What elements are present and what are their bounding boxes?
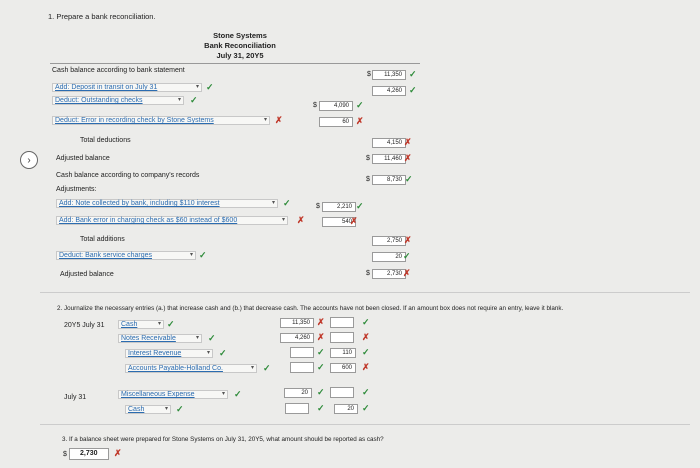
bank-deduct2-label: Deduct: Error in recording check by Stone Systems (55, 117, 214, 124)
check-icon: ✓ (403, 251, 411, 261)
company-deduct-label: Deduct: Bank service charges (59, 252, 152, 259)
company-balance-label: Cash balance according to company's records (56, 172, 200, 179)
x-icon: ✗ (356, 116, 364, 126)
header-divider (50, 63, 420, 64)
x-icon: ✗ (350, 216, 358, 226)
check-icon: ✓ (206, 82, 214, 92)
dollar-sign: $ (313, 102, 317, 109)
x-icon: ✗ (362, 362, 370, 372)
check-icon: ✓ (362, 317, 370, 327)
check-icon: ✓ (317, 347, 325, 357)
check-icon: ✓ (263, 363, 271, 373)
company-balance-input[interactable]: 8,730 (372, 175, 406, 185)
dollar-sign: $ (316, 203, 320, 210)
dollar-sign: $ (366, 176, 370, 183)
section-divider (40, 424, 690, 425)
chevron-down-icon: ▾ (250, 365, 254, 371)
company-deduct-input[interactable]: 20 (372, 252, 406, 262)
check-icon: ✓ (362, 387, 370, 397)
x-icon: ✗ (317, 332, 325, 342)
total-additions-label: Total additions (80, 236, 125, 243)
check-icon: ✓ (208, 333, 216, 343)
cash-reported-input[interactable]: 2,730 (69, 448, 109, 460)
bank-add-select[interactable] (52, 83, 202, 92)
entry1-debit-3[interactable] (290, 347, 314, 358)
account-label: Cash (121, 321, 138, 328)
x-icon: ✗ (317, 317, 325, 327)
x-icon: ✗ (114, 448, 122, 458)
account-label: Miscellaneous Expense (121, 391, 195, 398)
entry2-debit-1[interactable]: 20 (284, 388, 312, 398)
chevron-down-icon: ▾ (195, 84, 199, 90)
company-name: Stone Systems (213, 31, 267, 40)
entry2-debit-2[interactable] (285, 403, 309, 414)
company-deduct-select[interactable] (56, 251, 196, 260)
check-icon: ✓ (190, 95, 198, 105)
account-label: Cash (128, 406, 145, 413)
check-icon: ✓ (283, 198, 291, 208)
company-add1-label: Add: Note collected by bank, including $110 interest (59, 200, 220, 207)
report-name: Bank Reconciliation (204, 41, 276, 50)
chevron-down-icon: ▾ (263, 117, 267, 123)
x-icon: ✗ (404, 235, 412, 245)
x-icon: ✗ (404, 137, 412, 147)
x-icon: ✗ (297, 215, 305, 225)
bank-adjusted-label: Adjusted balance (56, 155, 110, 162)
chevron-down-icon: ▾ (177, 97, 181, 103)
account-label: Interest Revenue (128, 350, 182, 357)
chevron-down-icon: ▾ (189, 252, 193, 258)
company-add2-select[interactable] (56, 216, 288, 225)
section-divider (40, 292, 690, 293)
entry2-account-1[interactable] (118, 390, 228, 399)
entry1-credit-2[interactable] (330, 332, 354, 343)
check-icon: ✓ (409, 85, 417, 95)
entry1-debit-4[interactable] (290, 362, 314, 373)
check-icon: ✓ (317, 362, 325, 372)
adjustments-label: Adjustments: (56, 186, 97, 193)
entry1-debit-1[interactable]: 11,350 (280, 318, 314, 328)
chevron-down-icon: ▾ (281, 217, 285, 223)
check-icon: ✓ (405, 174, 413, 184)
bank-balance-label: Cash balance according to bank statement (52, 67, 185, 74)
entry2-date: July 31 (64, 394, 87, 401)
entry1-date: 20Y5 July 31 (64, 322, 105, 329)
company-add2-label: Add: Bank error in charging check as $60 instead of $600 (59, 217, 238, 224)
account-label: Notes Receivable (121, 335, 176, 342)
check-icon: ✓ (234, 389, 242, 399)
company-add2-input[interactable]: 540 (322, 217, 356, 227)
bank-deduct2-input[interactable]: 60 (319, 117, 353, 127)
question-3-prompt: 3. If a balance sheet were prepared for Stone Systems on July 31, 20Y5, what amount should be reported as cash? (62, 436, 384, 443)
dollar-sign: $ (367, 71, 371, 78)
bank-deduct-label: Deduct: Outstanding checks (55, 97, 143, 104)
bank-balance-input[interactable]: 11,350 (372, 70, 406, 80)
company-adjusted-label: Adjusted balance (60, 271, 114, 278)
bank-deduct-select[interactable] (52, 96, 184, 105)
chevron-down-icon: ▾ (271, 200, 275, 206)
entry1-account-2[interactable] (118, 334, 202, 343)
check-icon: ✓ (176, 404, 184, 414)
check-icon: ✓ (317, 387, 325, 397)
x-icon: ✗ (404, 153, 412, 163)
dollar-sign: $ (366, 270, 370, 277)
check-icon: ✓ (409, 69, 417, 79)
question-2-prompt: 2. Journalize the necessary entries (a.) that increase cash and (b.) that decrease cash. The accounts have not been closed. If an amount box does not require an entry, leave it blank. (57, 305, 564, 312)
x-icon: ✗ (362, 332, 370, 342)
entry1-account-4[interactable] (125, 364, 257, 373)
bank-deduct2-select[interactable] (52, 116, 270, 125)
entry1-credit-4[interactable]: 600 (330, 363, 356, 373)
check-icon: ✓ (356, 100, 364, 110)
question-1-prompt: 1. Prepare a bank reconciliation. (48, 12, 156, 21)
chevron-down-icon: ▾ (206, 350, 210, 356)
check-icon: ✓ (219, 348, 227, 358)
account-label: Accounts Payable-Holland Co. (128, 365, 223, 372)
total-deductions-input[interactable]: 4,150 (372, 138, 406, 148)
bank-deduct-input[interactable]: 4,090 (319, 101, 353, 111)
entry2-credit-2[interactable]: 20 (334, 404, 358, 414)
entry1-credit-1[interactable] (330, 317, 354, 328)
check-icon: ✓ (199, 250, 207, 260)
company-add1-input[interactable]: 2,210 (322, 202, 356, 212)
entry2-credit-1[interactable] (330, 387, 354, 398)
company-add1-select[interactable] (56, 199, 278, 208)
chevron-down-icon: ▾ (157, 321, 161, 327)
x-icon: ✗ (403, 268, 411, 278)
check-icon: ✓ (362, 403, 370, 413)
chevron-right-icon[interactable]: › (20, 151, 38, 169)
entry1-debit-2[interactable]: 4,260 (280, 333, 314, 343)
company-adjusted-input[interactable]: 2,730 (372, 269, 406, 279)
report-date: July 31, 20Y5 (216, 51, 264, 60)
entry1-credit-3[interactable]: 110 (330, 348, 356, 358)
entry1-account-3[interactable] (125, 349, 213, 358)
bank-adjusted-input[interactable]: 11,460 (372, 154, 406, 164)
check-icon: ✓ (317, 403, 325, 413)
chevron-down-icon: ▾ (164, 406, 168, 412)
check-icon: ✓ (356, 201, 364, 211)
bank-add-input[interactable]: 4,260 (372, 86, 406, 96)
chevron-down-icon: ▾ (195, 335, 199, 341)
check-icon: ✓ (362, 347, 370, 357)
total-deductions-label: Total deductions (80, 137, 131, 144)
total-additions-input[interactable]: 2,750 (372, 236, 406, 246)
bank-add-label: Add: Deposit in transit on July 31 (55, 84, 158, 91)
entry2-account-2[interactable] (125, 405, 171, 414)
dollar-sign: $ (63, 451, 67, 458)
dollar-sign: $ (366, 155, 370, 162)
chevron-down-icon: ▾ (221, 391, 225, 397)
check-icon: ✓ (167, 319, 175, 329)
entry1-account-1[interactable] (118, 320, 164, 329)
x-icon: ✗ (275, 115, 283, 125)
